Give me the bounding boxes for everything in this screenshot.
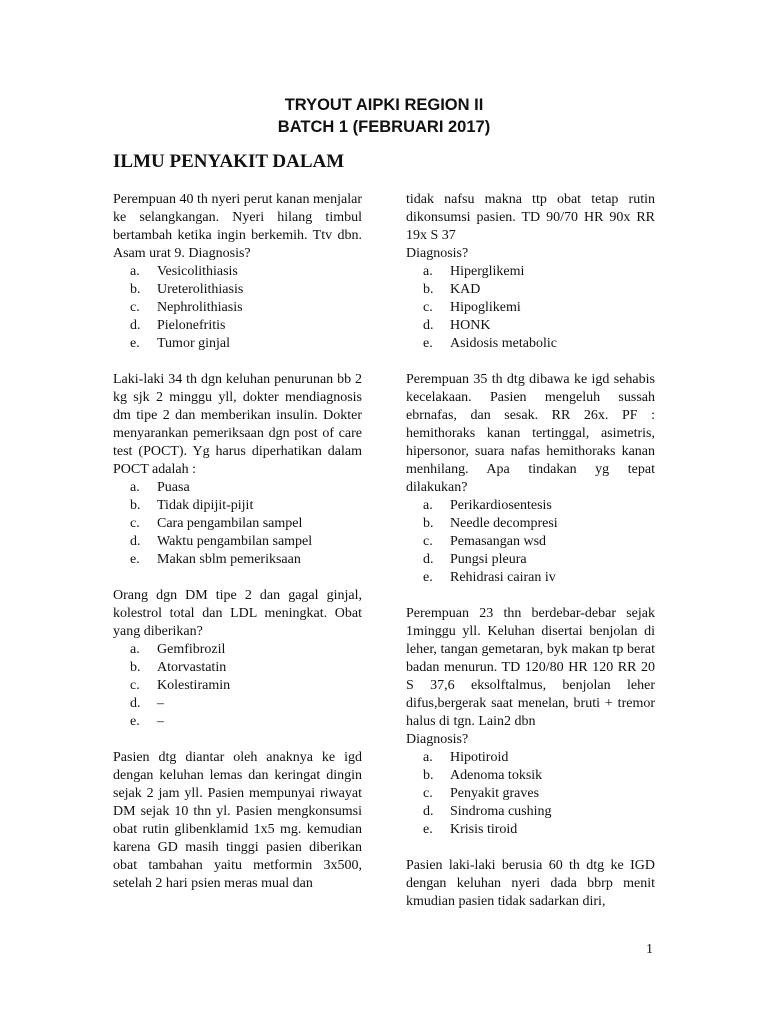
option-text: Vesicolithiasis xyxy=(157,264,238,279)
option-text: KAD xyxy=(450,282,481,297)
option-letter: d. xyxy=(423,318,434,333)
option-text: – xyxy=(157,696,164,711)
option-text: Pielonefritis xyxy=(157,318,226,333)
question-4 xyxy=(113,749,362,893)
option-text: Tidak dipijit-pijit xyxy=(157,498,254,513)
question-stem: Perempuan 23 thn berdebar-debar sejak 1minggu yll. Keluhan disertai benjolan di leher, tangan gemetaran, byk makan tp berat badan menurun. TD 120/80 HR 120 RR 20 S 37,6 eksolftalmus, benjolan leher difus,bergerak saat menelan, bruti + tremor halus di tgn. Lain2 dbn xyxy=(406,606,655,729)
page-number: 1 xyxy=(646,942,653,957)
option-letter: a. xyxy=(423,264,433,279)
question-stem: Pasien laki-laki berusia 60 th dtg ke IGD dengan keluhan nyeri dada bbrp menit kmudian pasien tidak sadarkan diri, xyxy=(406,858,655,909)
option-text: Hiperglikemi xyxy=(450,264,525,279)
question-stem: Perempuan 40 th nyeri perut kanan menjalar ke selangkangan. Nyeri hilang timbul bertambah ketika ingin berkemih. Ttv dbn. Asam urat 9. Diagnosis? xyxy=(113,192,362,261)
question-stem: Perempuan 35 th dtg dibawa ke igd sehabis kecelakaan. Pasien mengeluh sussah ebrnafas, dan sesak. RR 26x. PF : hemithoraks kanan tertinggal, asimetris, hipersonor, suara nafas hemithoraks kanan menhilang. Apa tindakan yg tepat dilakukan? xyxy=(406,372,655,495)
answer-option xyxy=(406,335,655,353)
answer-option xyxy=(406,749,655,767)
answer-option xyxy=(406,317,655,335)
question-6 xyxy=(406,605,655,839)
option-letter: c. xyxy=(130,300,140,315)
option-letter: b. xyxy=(130,660,141,675)
option-letter: b. xyxy=(423,516,434,531)
option-text: Sindroma cushing xyxy=(450,804,552,819)
question-2 xyxy=(113,371,362,569)
option-letter: a. xyxy=(423,498,433,513)
option-letter: b. xyxy=(130,282,141,297)
option-letter: c. xyxy=(130,516,140,531)
question-prompt: Diagnosis? xyxy=(406,732,469,747)
answer-options xyxy=(113,641,362,731)
option-letter: a. xyxy=(130,480,140,495)
answer-option xyxy=(113,677,362,695)
answer-option xyxy=(113,299,362,317)
answer-option xyxy=(406,551,655,569)
question-stem: tidak nafsu makna ttp obat tetap rutin dikonsumsi pasien. TD 90/70 HR 90x RR 19x S 37 xyxy=(406,192,655,243)
option-letter: e. xyxy=(423,570,433,585)
question-stem: Orang dgn DM tipe 2 dan gagal ginjal, kolestrol total dan LDL meningkat. Obat yang diberikan? xyxy=(113,588,362,639)
option-text: Pemasangan wsd xyxy=(450,534,547,549)
option-text: Krisis tiroid xyxy=(450,822,518,837)
option-text: Pungsi pleura xyxy=(450,552,527,567)
answer-option xyxy=(113,695,362,713)
answer-options xyxy=(113,479,362,569)
right-column xyxy=(406,191,655,929)
option-text: Cara pengambilan sampel xyxy=(157,516,303,531)
option-letter: a. xyxy=(130,642,140,657)
answer-options xyxy=(113,263,362,353)
section-title: ILMU PENYAKIT DALAM xyxy=(113,151,345,172)
option-text: Makan sblm pemeriksaan xyxy=(157,552,301,567)
option-text: Perikardiosentesis xyxy=(450,498,552,513)
answer-option xyxy=(113,281,362,299)
question-prompt: Diagnosis? xyxy=(406,246,469,261)
answer-option xyxy=(406,533,655,551)
document-header xyxy=(0,94,768,138)
option-text: Hipoglikemi xyxy=(450,300,521,315)
option-letter: c. xyxy=(130,678,140,693)
question-7 xyxy=(406,857,655,911)
answer-option xyxy=(406,767,655,785)
option-letter: d. xyxy=(130,534,141,549)
question-stem: Laki-laki 34 th dgn keluhan penurunan bb 2 kg sjk 2 minggu yll, dokter mendiagnosis dm tipe 2 dan memberikan insulin. Dokter menyarankan pemeriksaan dgn post of care test (POCT). Yg harus diperhatikan dalam POCT adalah : xyxy=(113,372,362,477)
answer-options xyxy=(406,749,655,839)
question-3 xyxy=(113,587,362,731)
answer-option xyxy=(113,317,362,335)
answer-option xyxy=(406,785,655,803)
option-letter: e. xyxy=(423,336,433,351)
option-text: Gemfibrozil xyxy=(157,642,226,657)
option-letter: b. xyxy=(423,282,434,297)
option-letter: c. xyxy=(423,786,433,801)
option-text: Penyakit graves xyxy=(450,786,540,801)
option-text: Rehidrasi cairan iv xyxy=(450,570,556,585)
answer-option xyxy=(406,569,655,587)
answer-option xyxy=(406,803,655,821)
option-letter: e. xyxy=(130,336,140,351)
option-text: Tumor ginjal xyxy=(157,336,230,351)
answer-option xyxy=(406,281,655,299)
answer-option xyxy=(113,641,362,659)
question-1 xyxy=(113,191,362,353)
option-letter: e. xyxy=(423,822,433,837)
option-letter: c. xyxy=(423,534,433,549)
option-text: HONK xyxy=(450,318,491,333)
option-letter: e. xyxy=(130,552,140,567)
left-column xyxy=(113,191,362,911)
option-letter: d. xyxy=(130,696,141,711)
option-text: – xyxy=(157,714,164,729)
option-letter: a. xyxy=(423,750,433,765)
answer-options xyxy=(406,263,655,353)
header-subtitle: BATCH 1 (FEBRUARI 2017) xyxy=(277,118,491,136)
answer-option xyxy=(113,497,362,515)
header-title: TRYOUT AIPKI REGION II xyxy=(284,96,484,114)
answer-option xyxy=(406,263,655,281)
option-letter: d. xyxy=(423,804,434,819)
option-letter: b. xyxy=(130,498,141,513)
answer-option xyxy=(113,335,362,353)
answer-option xyxy=(406,497,655,515)
option-letter: e. xyxy=(130,714,140,729)
answer-option xyxy=(406,821,655,839)
option-text: Needle decompresi xyxy=(450,516,558,531)
answer-option xyxy=(406,299,655,317)
answer-option xyxy=(113,713,362,731)
option-text: Ureterolithiasis xyxy=(157,282,244,297)
option-text: Hipotiroid xyxy=(450,750,509,765)
option-text: Puasa xyxy=(157,480,190,495)
option-letter: d. xyxy=(423,552,434,567)
option-text: Nephrolithiasis xyxy=(157,300,243,315)
option-text: Asidosis metabolic xyxy=(450,336,557,351)
answer-options xyxy=(406,497,655,587)
option-text: Adenoma toksik xyxy=(450,768,543,783)
question-5 xyxy=(406,371,655,587)
option-text: Atorvastatin xyxy=(157,660,227,675)
answer-option xyxy=(113,479,362,497)
question-4-continued xyxy=(406,191,655,353)
answer-option xyxy=(113,551,362,569)
option-letter: a. xyxy=(130,264,140,279)
answer-option xyxy=(406,515,655,533)
answer-option xyxy=(113,659,362,677)
answer-option xyxy=(113,263,362,281)
question-stem: Pasien dtg diantar oleh anaknya ke igd dengan keluhan lemas dan keringat dingin sejak 2 jam yll. Pasien mempunyai riwayat DM sejak 10 thn yl. Pasien mengkonsumsi obat rutin glibenklamid 1x5 mg. kemudian karena GD masih tinggi pasien diberikan obat tambahan yaitu metformin 3x500, setelah 2 hari psien meras mual dan xyxy=(113,750,362,891)
option-letter: b. xyxy=(423,768,434,783)
answer-option xyxy=(113,515,362,533)
answer-option xyxy=(113,533,362,551)
option-letter: d. xyxy=(130,318,141,333)
option-letter: c. xyxy=(423,300,433,315)
option-text: Waktu pengambilan sampel xyxy=(157,534,313,549)
option-text: Kolestiramin xyxy=(157,678,231,693)
